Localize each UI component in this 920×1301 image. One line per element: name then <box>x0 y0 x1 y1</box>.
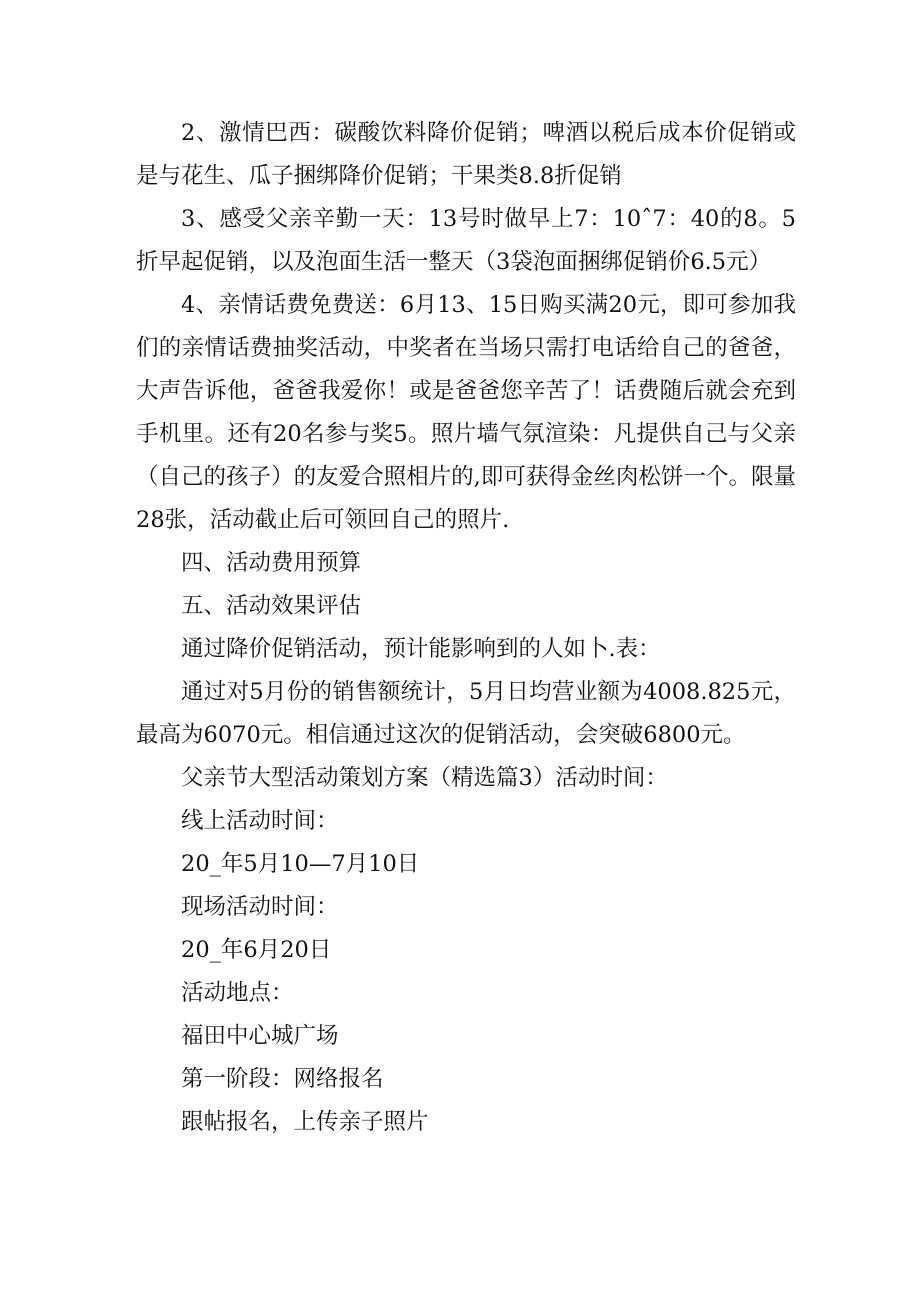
label-onsite-time: 现场活动时间： <box>181 894 339 920</box>
value-online-time: 20_年5月10—7月10日 <box>181 851 420 877</box>
paragraph-impact: 通过降价促销活动，预计能影响到的人如卜.表： <box>181 636 661 662</box>
paragraph-promo-4: 4、亲情话费免费送：6月13、15日购买满20元，即可参加我们的亲情话费抽奖活动，中奖者在当场只需打电话给自己的爸爸，大声告诉他，爸爸我爱你！或是爸爸您辛苦了！话费随后就会充到手机里。还有20名参与奖5。照片墙气氛渲染：凡提供自己与父亲（自己的孩子）的友爱合照相片的,即可获得金丝肉松饼一个。限量28张，活动截止后可领回自己的照片. <box>136 292 796 533</box>
heading-plan-3: 父亲节大型活动策划方案（精选篇3）活动时间： <box>181 765 668 791</box>
label-location: 活动地点： <box>181 980 294 1006</box>
paragraph-sales-stats: 通过对5月份的销售额统计，5月日均营业额为4008.825元，最高为6070元。相信通过这次的促销活动，会突破6800元。 <box>136 679 796 748</box>
heading-evaluation: 五、活动效果评估 <box>181 593 362 619</box>
heading-budget: 四、活动费用预算 <box>181 550 362 576</box>
document-body <box>136 112 796 1144</box>
heading-phase-1: 第一阶段：网络报名 <box>181 1066 384 1092</box>
paragraph-promo-2: 2、激情巴西：碳酸饮料降价促销；啤酒以税后成本价促销或是与花生、瓜子捆绑降价促销；干果类8.8折促销 <box>136 120 796 189</box>
paragraph-phase-1-detail: 跟帖报名，上传亲子照片 <box>181 1109 429 1135</box>
value-onsite-time: 20_年6月20日 <box>181 937 332 963</box>
value-location: 福田中心城广场 <box>181 1023 339 1049</box>
paragraph-promo-3: 3、感受父亲辛勤一天：13号时做早上7：10ˆ7：40的8。5折早起促销，以及泡面生活一整天（3袋泡面捆绑促销价6.5元） <box>136 206 796 275</box>
label-online-time: 线上活动时间： <box>181 808 339 834</box>
